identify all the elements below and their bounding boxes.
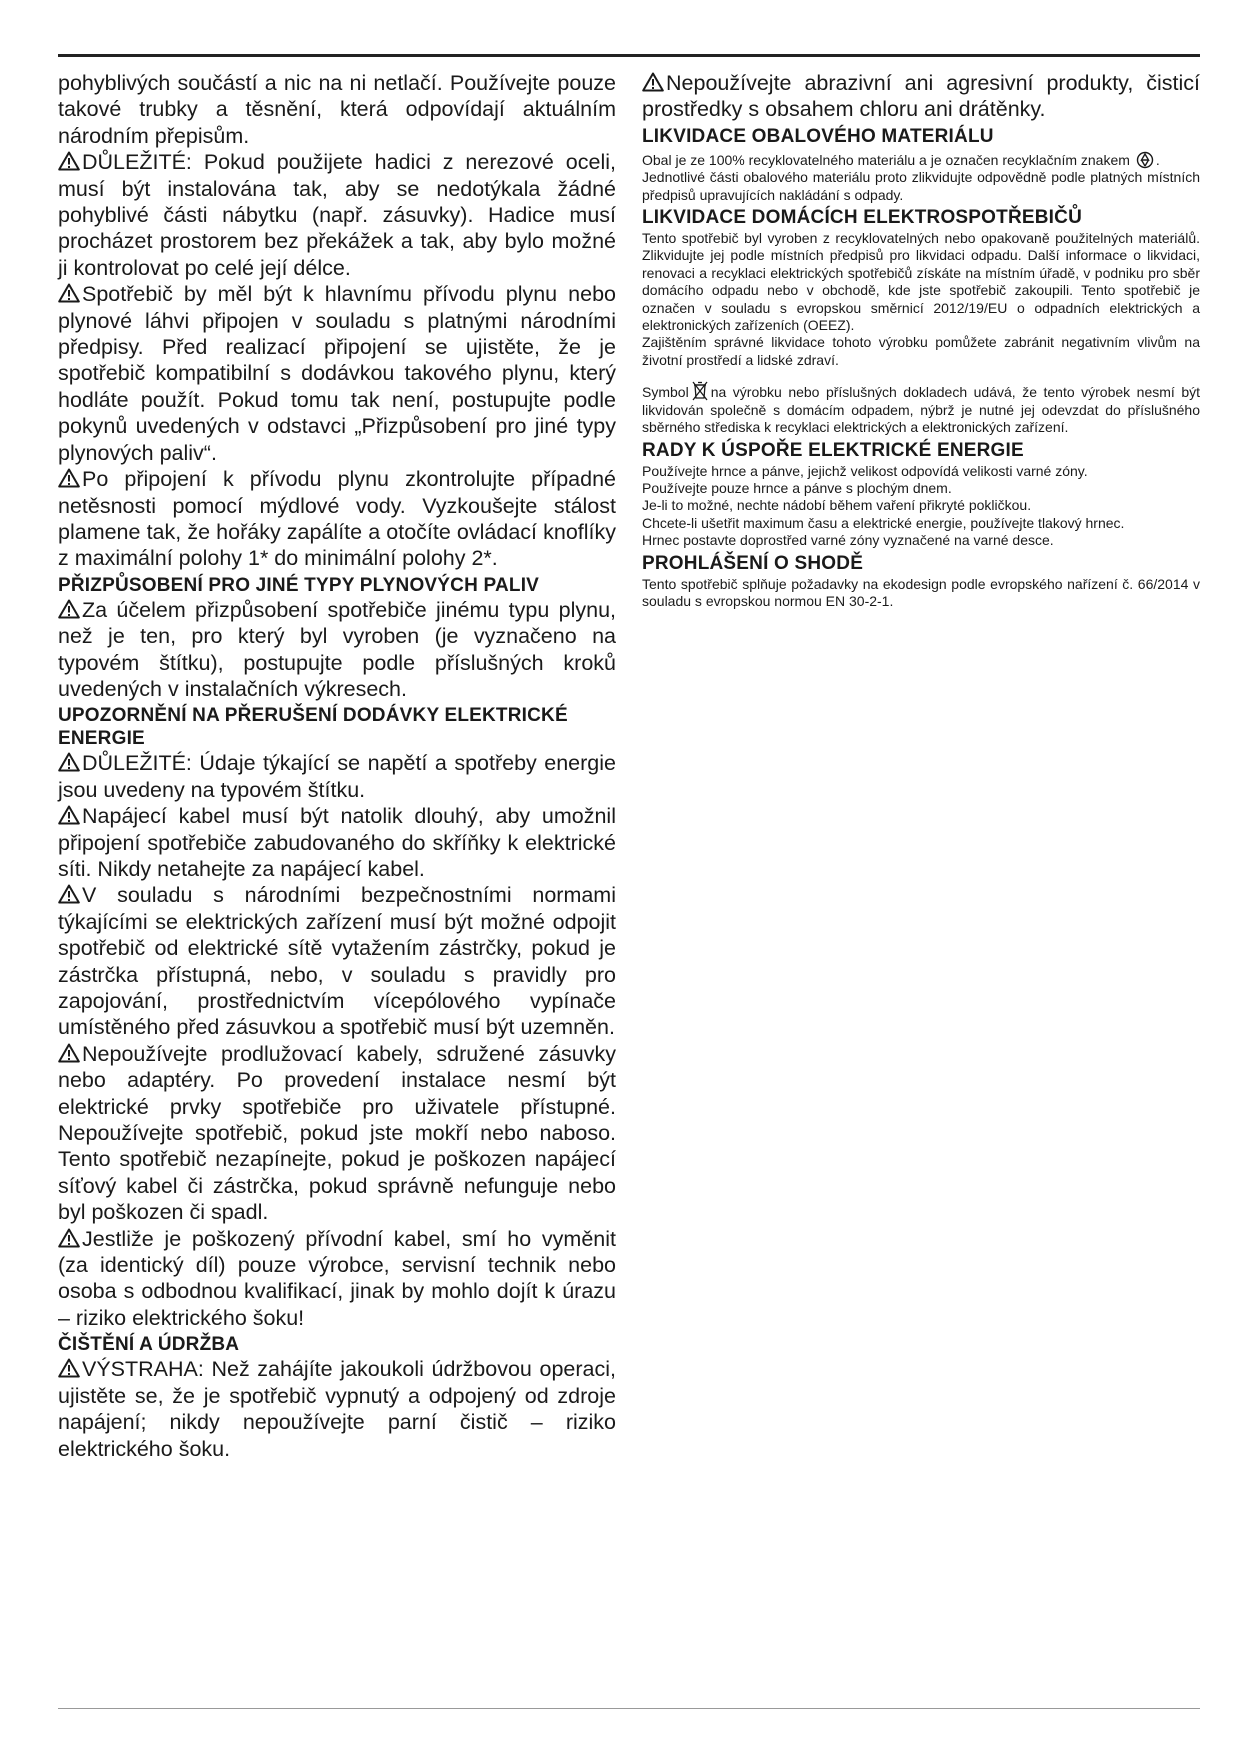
left-column: [58, 70, 616, 1462]
warning-triangle-icon: [58, 468, 80, 488]
section-heading: RADY K ÚSPOŘE ELEKTRICKÉ ENERGIE: [642, 439, 1024, 461]
warning-triangle-icon: [58, 1358, 80, 1378]
paragraph: Spotřebič by měl být k hlavnímu přívodu plynu nebo plynové láhvi připojen v souladu s platnými národními předpisy. Před realizací připojení se ujistěte, že je spotřebič kompatibilní s dodávkou takového plynu, který hodláte použít. Pokud tomu tak není, postupujte podle pokynů uvedených v odstavci „Přizpůsobení pro jiné typy plynových paliv“.: [58, 282, 616, 465]
paragraph: Hrnec postavte doprostřed varné zóny vyznačené na varné desce.: [642, 532, 1054, 549]
section-heading: ČIŠTĚNÍ A ÚDRŽBA: [58, 1334, 240, 1356]
warning-triangle-icon: [58, 1228, 80, 1248]
warning-triangle-icon: [58, 884, 80, 904]
paragraph: Chcete-li ušetřit maximum času a elektrické energie, používejte tlakový hrnec.: [642, 514, 1125, 531]
crossed-bin-icon: [691, 381, 709, 401]
paragraph: Nepoužívejte abrazivní ani agresivní produkty, čisticí prostředky s obsahem chloru ani drátěnky.: [642, 71, 1200, 122]
paragraph: Za účelem přizpůsobení spotřebiče jinému typu plynu, než je ten, pro který byl vyroben (je vyznačeno na typovém štítku), postupujte podle příslušných kroků uvedených v instalačních výkresech.: [58, 597, 616, 701]
recycle-icon: [1136, 149, 1154, 169]
paragraph: V souladu s národními bezpečnostními normami týkajícími se elektrických zařízení musí být možné odpojit spotřebič od elektrické sítě vytažením zástrčky, pokud je zástrčka přístupná, nebo, v souladu s pravidly pro zapojování, prostřednictvím vícepólového vypínače umístěného před zásuvkou a spotřebič musí být uzemněn.: [58, 883, 616, 1040]
paragraph: Tento spotřebič byl vyroben z recyklovatelných nebo opakovaně použitelných materiálů. Zlikvidujte jej podle místních předpisů pro likvidaci odpadu. Další informace o likvidaci, renovaci a recyklaci elektrických spotřebičů získáte na místním úřadě, v podniku pro sběr domácího odpadu nebo v obchodě, kde jste spotřebič zakoupili. Tento spotřebič je označen v souladu s evropskou směrnicí 2012/19/EU o odpadních elektrických a elektronických zařízeních (OEEZ).: [642, 230, 1200, 334]
spacer: [642, 369, 1200, 381]
paragraph: Napájecí kabel musí být natolik dlouhý, aby umožnil připojení spotřebiče zabudovaného do skříňky k elektrické síti. Nikdy netahejte za napájecí kabel.: [58, 804, 616, 881]
right-column: [642, 70, 1200, 610]
paragraph: Jednotlivé části obalového materiálu proto zlikvidujte odpovědně podle platných místních předpisů upravujících nakládání s odpady.: [642, 169, 1200, 203]
section-heading: PŘIZPŮSOBENÍ PRO JINÉ TYPY PLYNOVÝCH PALIV: [58, 574, 540, 596]
section-heading: LIKVIDACE DOMÁCÍCH ELEKTROSPOTŘEBIČŮ: [642, 207, 1082, 229]
warning-triangle-icon: [58, 283, 80, 303]
paragraph: Tento spotřebič splňuje požadavky na ekodesign podle evropského nařízení č. 66/2014 v souladu s evropskou normou EN 30-2-1.: [642, 575, 1200, 609]
paragraph: Symbol na výrobku nebo příslušných dokladech udává, že tento výrobek nesmí být likvidován společně s domácím odpadem, nýbrž je nutné jej odevzdat do příslušného sběrného střediska k recyklaci elektrických a elektronických zařízení.: [642, 381, 1200, 436]
warning-triangle-icon: [58, 805, 80, 825]
bottom-rule: [58, 1708, 1200, 1709]
paragraph: DŮLEŽITÉ: Údaje týkající se napětí a spotřeby energie jsou uvedeny na typovém štítku.: [58, 751, 616, 802]
paragraph: Nepoužívejte prodlužovací kabely, sdružené zásuvky nebo adaptéry. Po provedení instalace nesmí být elektrické prvky spotřebiče pro uživatele přístupné. Nepoužívejte spotřebič, pokud jste mokří nebo naboso. Tento spotřebič nezapínejte, pokud je poškozen napájecí síťový kabel či zástrčka, pokud správně nefunguje nebo byl poškozen či spadl.: [58, 1041, 616, 1225]
paragraph: Jestliže je poškozený přívodní kabel, smí ho vyměnit (za identický díl) pouze výrobce, servisní technik nebo osoba s odbodnou kvalifikací, jinak by mohlo dojít k úrazu – riziko elektrického šoku!: [58, 1226, 616, 1330]
paragraph: VÝSTRAHA: Než zahájíte jakoukoli údržbovou operaci, ujistěte se, že je spotřebič vypnutý a odpojený od zdroje napájení; nikdy nepoužívejte parní čistič – riziko elektrického šoku.: [58, 1357, 616, 1461]
paragraph: DŮLEŽITÉ: Pokud použijete hadici z nerezové oceli, musí být instalována tak, aby se nedotýkala žádné pohyblivé části nábytku (např. zásuvky). Hadice musí procházet prostorem bez překážek a tak, aby bylo možné ji kontrolovat po celé její délce.: [58, 150, 616, 280]
paragraph: Po připojení k přívodu plynu zkontrolujte případné netěsnosti pomocí mýdlové vody. Vyzkoušejte stálost plamene tak, že hořáky zapálíte a otočíte ovládací knoflíky z maximální polohy 1* do minimální polohy 2*.: [58, 467, 616, 571]
paragraph: Zajištěním správné likvidace tohoto výrobku pomůžete zabránit negativním vlivům na životní prostředí a lidské zdraví.: [642, 334, 1200, 368]
paragraph: pohyblivých součástí a nic na ni netlačí. Používejte pouze takové trubky a těsnění, která odpovídají aktuálním národním přepisům.: [58, 71, 616, 148]
section-heading: PROHLÁŠENÍ O SHODĚ: [642, 552, 864, 574]
paragraph: Používejte hrnce a pánve, jejichž velikost odpovídá velikosti varné zóny.: [642, 462, 1088, 479]
paragraph: Používejte pouze hrnce a pánve s plochým dnem.: [642, 479, 952, 496]
paragraph: Obal je ze 100% recyklovatelného materiálu a je označen recyklačním znakem .: [642, 149, 1200, 169]
paragraph: Je-li to možné, nechte nádobí během vaření přikryté pokličkou.: [642, 497, 1032, 514]
top-rule: [58, 54, 1200, 57]
warning-triangle-icon: [58, 599, 80, 619]
section-heading: LIKVIDACE OBALOVÉHO MATERIÁLU: [642, 125, 994, 147]
section-heading: UPOZORNĚNÍ NA PŘERUŠENÍ DODÁVKY ELEKTRICKÉ ENERGIE: [58, 705, 568, 750]
warning-triangle-icon: [642, 72, 664, 92]
warning-triangle-icon: [58, 752, 80, 772]
warning-triangle-icon: [58, 151, 80, 171]
warning-triangle-icon: [58, 1043, 80, 1063]
